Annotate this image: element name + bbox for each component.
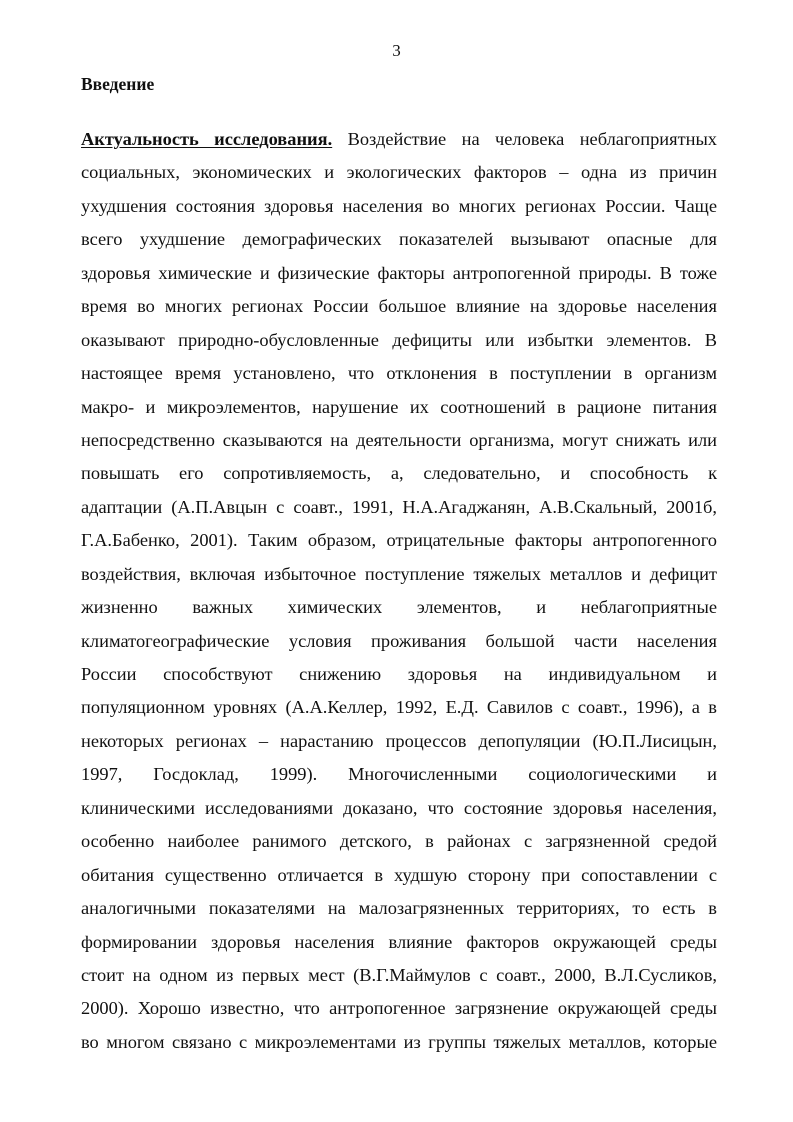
paragraph-line: ухудшения состояния здоровья населения во многих регионах России. Чаще: [81, 195, 717, 216]
paragraph-line: настоящее время установлено, что отклонения в поступлении в организм: [81, 363, 717, 384]
paragraph-line: аналогичными показателями на малозагрязненных территориях, то есть в: [81, 898, 717, 919]
paragraph-line: 2000). Хорошо известно, что антропогенное загрязнение окружающей среды: [81, 998, 717, 1019]
paragraph-line: адаптации (А.П.Авцын с соавт., 1991, Н.А.Агаджанян, А.В.Скальный, 2001б,: [81, 496, 717, 517]
paragraph-line: некоторых регионах – нарастанию процессов депопуляции (Ю.П.Лисицын,: [81, 730, 717, 751]
paragraph-line-text: Воздействие на человека неблагоприятных: [347, 129, 717, 149]
paragraph-line: [81, 123, 717, 156]
paragraph-line: здоровья химические и физические факторы антропогенной природы. В тоже: [81, 262, 717, 283]
paragraph-line: стоит на одном из первых мест (В.Г.Маймулов с соавт., 2000, В.Л.Сусликов,: [81, 964, 717, 985]
paragraph-line: формировании здоровья населения влияние факторов окружающей среды: [81, 931, 717, 952]
paragraph-line: 1997, Госдоклад, 1999). Многочисленными социологическими и: [81, 764, 717, 785]
page-number: 3: [392, 41, 401, 60]
paragraph-lead-in: Актуальность исследования.: [81, 129, 333, 149]
paragraph-line: оказывают природно-обусловленные дефициты или избытки элементов. В: [81, 329, 717, 350]
paragraph-line: жизненно важных химических элементов, и неблагоприятные: [81, 597, 717, 618]
paragraph-line: особенно наиболее ранимого детского, в районах с загрязненной средой: [81, 831, 717, 852]
paragraph-line: во многом связано с микроэлементами из группы тяжелых металлов, которые: [81, 1031, 717, 1052]
paragraph-line: России способствуют снижению здоровья на индивидуальном и: [81, 664, 717, 684]
paragraph-line: социальных, экономических и экологических факторов – одна из причин: [81, 162, 717, 183]
paragraph-line: непосредственно сказываются на деятельности организма, могут снижать или: [81, 429, 717, 450]
paragraph-line: всего ухудшение демографических показателей вызывают опасные для: [81, 229, 717, 250]
paragraph-line: повышать его сопротивляемость, а, следовательно, и способность к: [81, 463, 717, 484]
paragraph-line: макро- и микроэлементов, нарушение их соотношений в рационе питания: [81, 396, 717, 417]
paragraph-line: климатогеографические условия проживания большой части населения: [81, 630, 717, 651]
body-paragraph: [81, 123, 717, 1059]
paragraph-line: воздействия, включая избыточное поступление тяжелых металлов и дефицит: [81, 563, 717, 584]
paragraph-line: Г.А.Бабенко, 2001). Таким образом, отрицательные факторы антропогенного: [81, 530, 717, 551]
paragraph-line: клиническими исследованиями доказано, что состояние здоровья населения,: [81, 797, 717, 818]
paragraph-line: обитания существенно отличается в худшую сторону при сопоставлении с: [81, 864, 717, 885]
paragraph-line: популяционном уровнях (А.А.Келлер, 1992, Е.Д. Савилов с соавт., 1996), а в: [81, 697, 717, 718]
paragraph-line: время во многих регионах России большое влияние на здоровье населения: [81, 296, 717, 317]
section-heading: Введение: [81, 74, 155, 94]
